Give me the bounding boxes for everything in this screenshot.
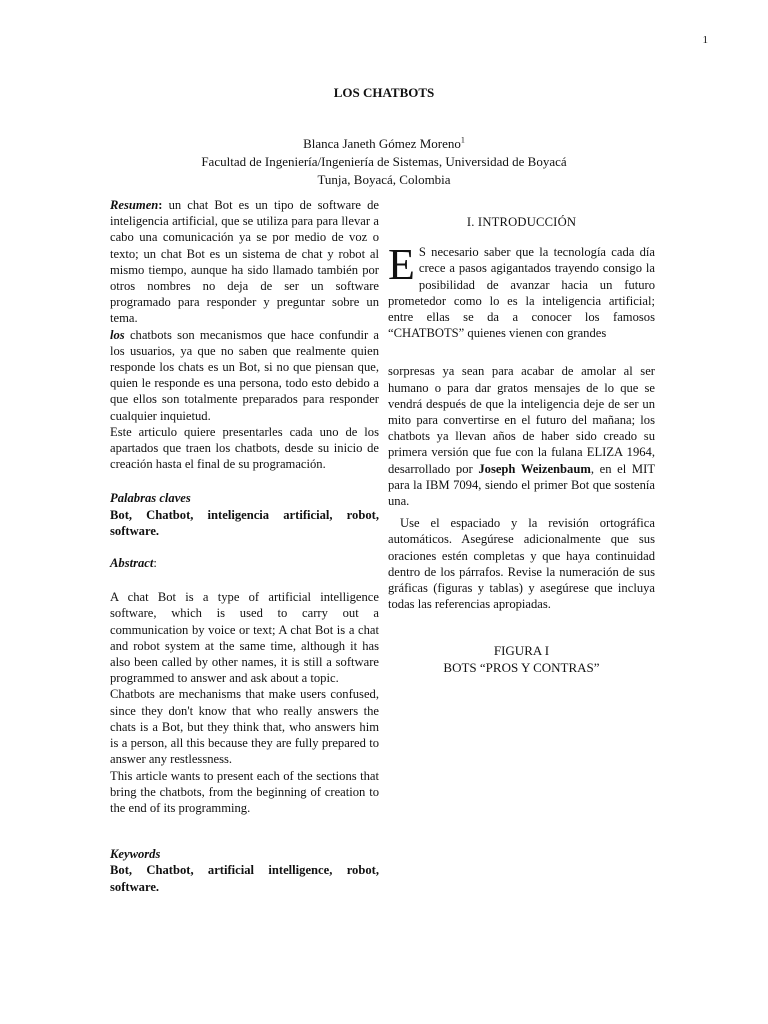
intro-text-1: S necesario saber que la tecnología cada día crece a pasos agigantados trayendo consigo la posibilidad de avanzar hacia un futuro prometedor como lo es la inteligencia artificial; entre ellas se da a conocer los famosos “CHATBOTS” quienes vienen con grandes	[388, 245, 655, 341]
abstract-paragraph-1: A chat Bot is a type of artificial intelligence software, which is used to carry out a communication by voice or text; A chat Bot is a chat and robot system at the same time, although it has also been called by other names, it is still a software programmed to answer and ask about a topic.	[110, 590, 379, 686]
resumen-colon: :	[158, 198, 163, 212]
intro-text-2a: sorpresas ya sean para acabar de amolar al ser humano o para dar gratos mensajes de lo que se vendrá después de que la inteligencia deje de ser un mito para convertirse en el futuro del mañana; los chatbots ya llevan años de haber sido creado su primera versión que fue con la fulana ELIZA 1964, desarrollado por	[388, 364, 655, 476]
page-number: 1	[702, 34, 708, 46]
keywords-heading: Keywords	[110, 847, 161, 862]
abstract-heading	[110, 555, 379, 571]
palabras-claves-heading: Palabras claves	[110, 491, 191, 506]
intro-paragraph-2	[388, 363, 655, 509]
keywords-text: Bot, Chatbot, artificial intelligence, robot, software.	[110, 863, 379, 894]
introduccion-heading: I. INTRODUCCIÓN	[466, 215, 577, 229]
resumen-paragraph-1	[110, 197, 379, 327]
author-block	[0, 135, 768, 189]
author-name-text: Blanca Janeth Gómez Moreno	[303, 136, 461, 151]
palabras-claves-text: Bot, Chatbot, inteligencia artificial, robot, software.	[110, 507, 379, 538]
author-footnote-mark: 1	[460, 135, 465, 145]
resumen-p2-lead: los	[110, 327, 125, 342]
left-column	[110, 197, 379, 895]
figure-label: FIGURA I	[493, 643, 550, 659]
resumen-text-2: chatbots son mecanismos que hace confundir a los usuarios, ya que no saben que realmente quien responde los chats es un Bot, si no que piensan que, quien le responde es una persona, todo esto debido a que ellos son totalmente preparados para responder cualquier inquietud.	[110, 327, 379, 423]
intro-paragraph-3: Use el espaciado y la revisión ortográfica automáticos. Asegúrese adicionalmente que sus oraciones estén completas y que haya continuidad dentro de los párrafos. Revise la numeración de sus gráficas (figuras y tablas) y asegúrese que incluya todas las referencias apropiadas.	[388, 516, 655, 612]
intro-text-2b: , en el MIT para la IBM 7094, siendo el primer Bot que sostenía una.	[388, 461, 656, 509]
intro-paragraph-1	[388, 240, 655, 341]
paper-title: LOS CHATBOTS	[333, 85, 435, 100]
resumen-text-1: un chat Bot es un tipo de software de inteligencia artificial, que se utiliza para para llevar a cabo una comunicación ya se por medio de voz o texto; un chat Bot es un sistema de chat y robot al mismo tiempo, aunque ha sido llamado también por otros nombres no deja de ser un software programado para responder y preguntar sobre un tema.	[110, 198, 379, 326]
abstract-colon: :	[153, 556, 157, 571]
abstract-label: Abstract	[110, 556, 154, 571]
figure-title: BOTS “PROS Y CONTRAS”	[443, 660, 600, 676]
resumen-paragraph-3: Este articulo quiere presentarles cada uno de los apartados que traen los chatbots, desde su inicio de creación hasta el final de su programación.	[110, 424, 379, 472]
intro-person-name: Joseph Weizenbaum	[478, 461, 591, 476]
author-name	[0, 135, 768, 153]
author-location: Tunja, Boyacá, Colombia	[317, 172, 451, 187]
author-affiliation: Facultad de Ingeniería/Ingeniería de Sistemas, Universidad de Boyacá	[201, 154, 567, 169]
abstract-paragraph-2: Chatbots are mechanisms that make users confused, since they don't know that who really answers the chats is a Bot, but they think that, who answers him is a person, all this because they are fully prepared to answer any restlessness.	[110, 687, 379, 767]
abstract-paragraph-3: This article wants to present each of the sections that bring the chatbots, from the beginning of creation to the end of its programming.	[110, 768, 379, 815]
resumen-label: Resumen	[110, 198, 159, 212]
drop-cap: E	[388, 240, 415, 290]
resumen-paragraph-2	[110, 327, 379, 424]
figure-caption	[388, 642, 655, 676]
right-column	[388, 197, 655, 676]
